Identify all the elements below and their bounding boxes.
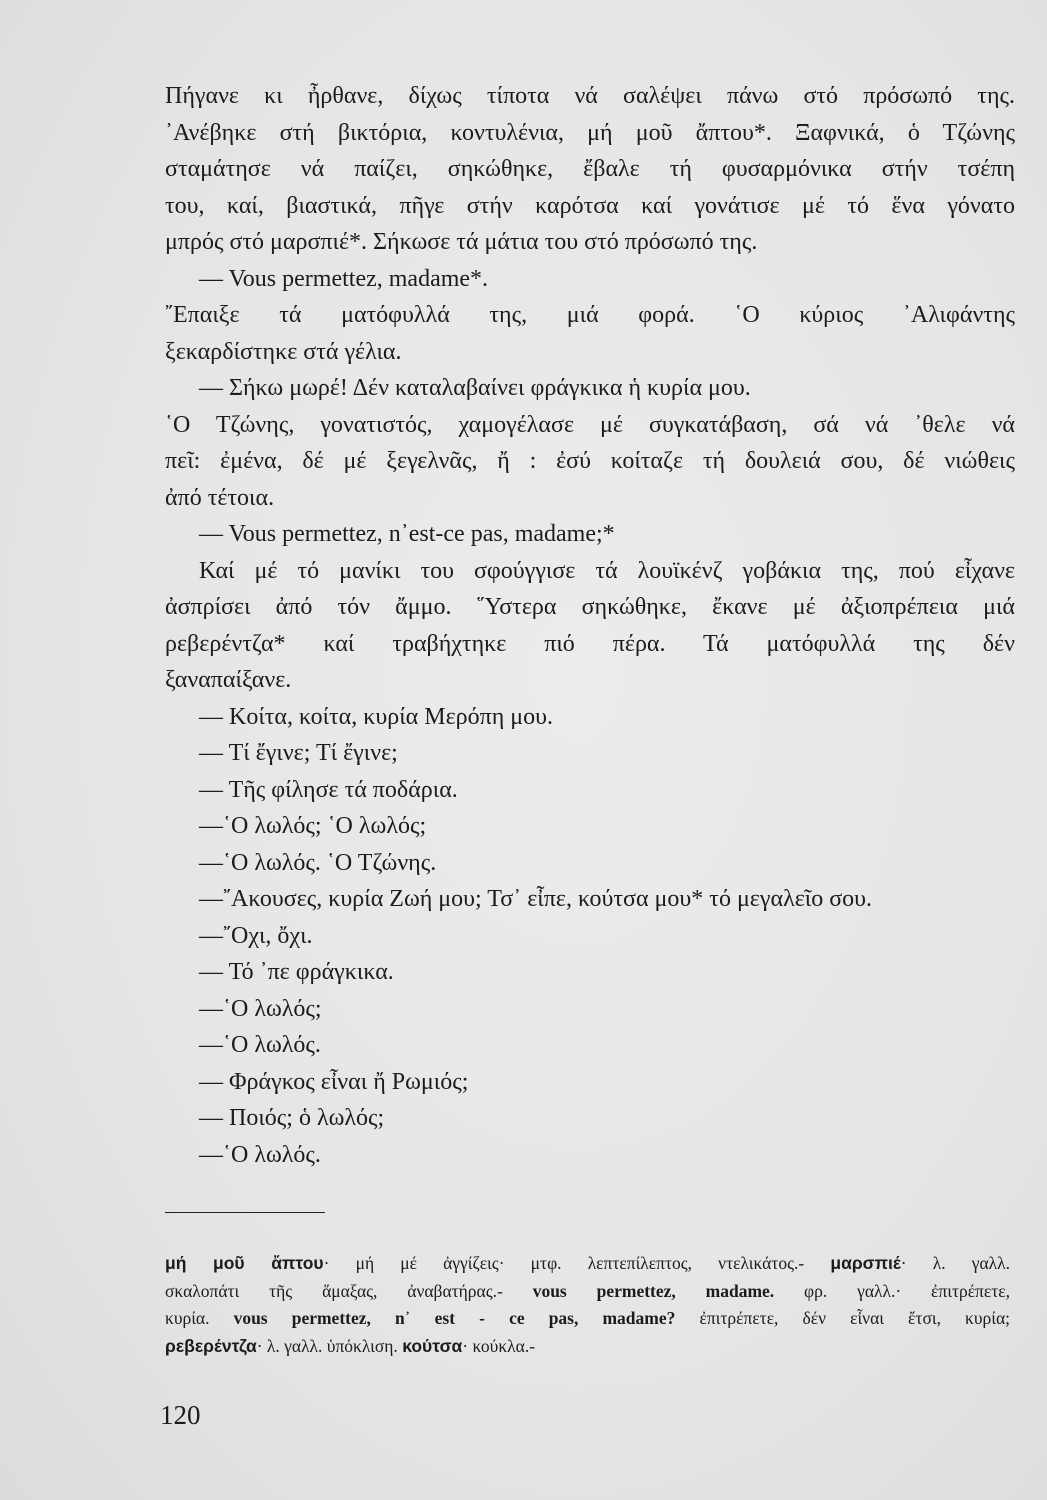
footnote-line <box>165 1250 1010 1278</box>
dialogue-line: —῾Ο λωλός. <box>199 1032 321 1058</box>
dialogue-line: —῾Ο λωλός. ῾Ο Τζώνης. <box>199 849 437 876</box>
text-line: ξεκαρδίστηκε στά γέλια. <box>165 338 402 365</box>
text-line: ρεβερέντζα* καί τραβήχτηκε πιό πέρα. Τά ματόφυλλά της δέν <box>165 630 1015 657</box>
dialogue-line: —῾Ο λωλός. <box>199 1141 321 1168</box>
dialogue-line: —῎Ακουσες, κυρία Ζωή μου; Τσ᾿ εἶπε, κούτσα μου* τό μεγαλεῖο σου. <box>199 886 873 912</box>
footnotes <box>165 1250 1010 1360</box>
glossary-definition: · μή μέ ἀγγίζεις· μτφ. λεπτεπίλεπτος, ντελικάτος.- <box>323 1253 831 1273</box>
text-line: πεῖ: ἐμένα, δέ μέ ξεγελνᾶς, ἤ : ἐσύ κοίταζε τή δουλειά σου, δέ νιώθεις <box>165 448 1015 474</box>
page-number: 120 <box>160 1400 201 1430</box>
glossary-definition: σκαλοπάτι τῆς ἅμαξας, ἀναβατήρας.- <box>165 1280 533 1301</box>
footnote-line <box>165 1333 1010 1361</box>
dialogue-line: — Κοίτα, κοίτα, κυρία Μερόπη μου. <box>199 703 554 730</box>
text-line: μπρός στό μαρσπιέ*. Σήκωσε τά μάτια του στό πρόσωπό της. <box>165 229 758 255</box>
glossary-term: μαρσπιέ <box>830 1253 901 1273</box>
text-line: ῎Επαιξε τά ματόφυλλά της, μιά φορά. ῾Ο κύριος ᾿Αλιφάντης <box>165 302 1015 328</box>
dialogue-line: — Τί ἔγινε; Τί ἔγινε; <box>199 740 398 766</box>
glossary-term: κούτσα <box>402 1335 463 1356</box>
text-line: Πήγανε κι ἦρθανε, δίχως τίποτα νά σαλέψει πάνω στό πρόσωπό της. <box>165 83 1015 109</box>
glossary-term: μή μοῦ ἄπτου <box>165 1253 324 1273</box>
glossary-definition: κυρία. <box>165 1308 234 1328</box>
main-text <box>165 78 1015 1173</box>
text-line: Καί μέ τό μανίκι του σφούγγισε τά λουϊκένζ γοβάκια της, πού εἶχανε <box>199 557 1015 584</box>
glossary-term: vous permettez, n᾿ est - ce pas, madame? <box>233 1308 676 1328</box>
glossary-definition: ἐπιτρέπετε, δέν εἶναι ἔτσι, κυρία; <box>675 1308 1011 1328</box>
footnote-line <box>165 1278 1010 1306</box>
dialogue-line: — Σήκω μωρέ! Δέν καταλαβαίνει φράγκικα ἡ κυρία μου. <box>199 375 751 401</box>
text-line: ᾿Ανέβηκε στή βικτόρια, κοντυλένια, μή μοῦ ἄπτου*. Ξαφνικά, ὁ Τζώνης <box>165 119 1015 146</box>
text-line: του, καί, βιαστικά, πῆγε στήν καρότσα καί γονάτισε μέ τό ἕνα γόνατο <box>165 192 1015 219</box>
glossary-definition: φρ. γαλλ.· ἐπιτρέπετε, <box>774 1280 1011 1301</box>
dialogue-line: —῾Ο λωλός; ῾Ο λωλός; <box>199 813 427 839</box>
glossary-definition: · λ. γαλλ. <box>900 1253 1011 1273</box>
text-line: σταμάτησε νά παίζει, σηκώθηκε, ἔβαλε τή φυσαρμόνικα στήν τσέπη <box>165 156 1015 182</box>
footnote-separator <box>165 1212 325 1213</box>
glossary-term: vous permettez, madame. <box>532 1280 775 1301</box>
glossary-definition: · λ. γαλλ. ὑπόκλιση. <box>256 1335 403 1356</box>
dialogue-line: — Τῆς φίλησε τά ποδάρια. <box>199 776 458 803</box>
footnote-line <box>165 1305 1010 1333</box>
dialogue-line: —῾Ο λωλός; <box>199 995 322 1022</box>
dialogue-line: — Vous permettez, n᾿est-ce pas, madame;* <box>199 521 615 547</box>
dialogue-line: —῎Οχι, ὄχι. <box>199 922 313 949</box>
text-line: ξαναπαίξανε. <box>165 667 292 693</box>
text-line: ῾Ο Τζώνης, γονατιστός, χαμογέλασε μέ συγκατάβαση, σά νά ᾿θελε νά <box>165 411 1015 438</box>
dialogue-line: — Ποιός; ὁ λωλός; <box>199 1105 385 1131</box>
dialogue-line: — Vous permettez, madame*. <box>199 265 489 292</box>
text-line: ἀπό τέτοια. <box>165 484 275 511</box>
glossary-term: ρεβερέντζα <box>165 1335 257 1356</box>
dialogue-line: — Τό ᾿πε φράγκικα. <box>199 959 394 985</box>
glossary-definition: · κούκλα.- <box>462 1335 536 1356</box>
dialogue-line: — Φράγκος εἶναι ἤ Ρωμιός; <box>199 1068 469 1095</box>
text-line: ἀσπρίσει ἀπό τόν ἄμμο. ῞Υστερα σηκώθηκε, ἔκανε μέ ἀξιοπρέπεια μιά <box>165 594 1015 620</box>
